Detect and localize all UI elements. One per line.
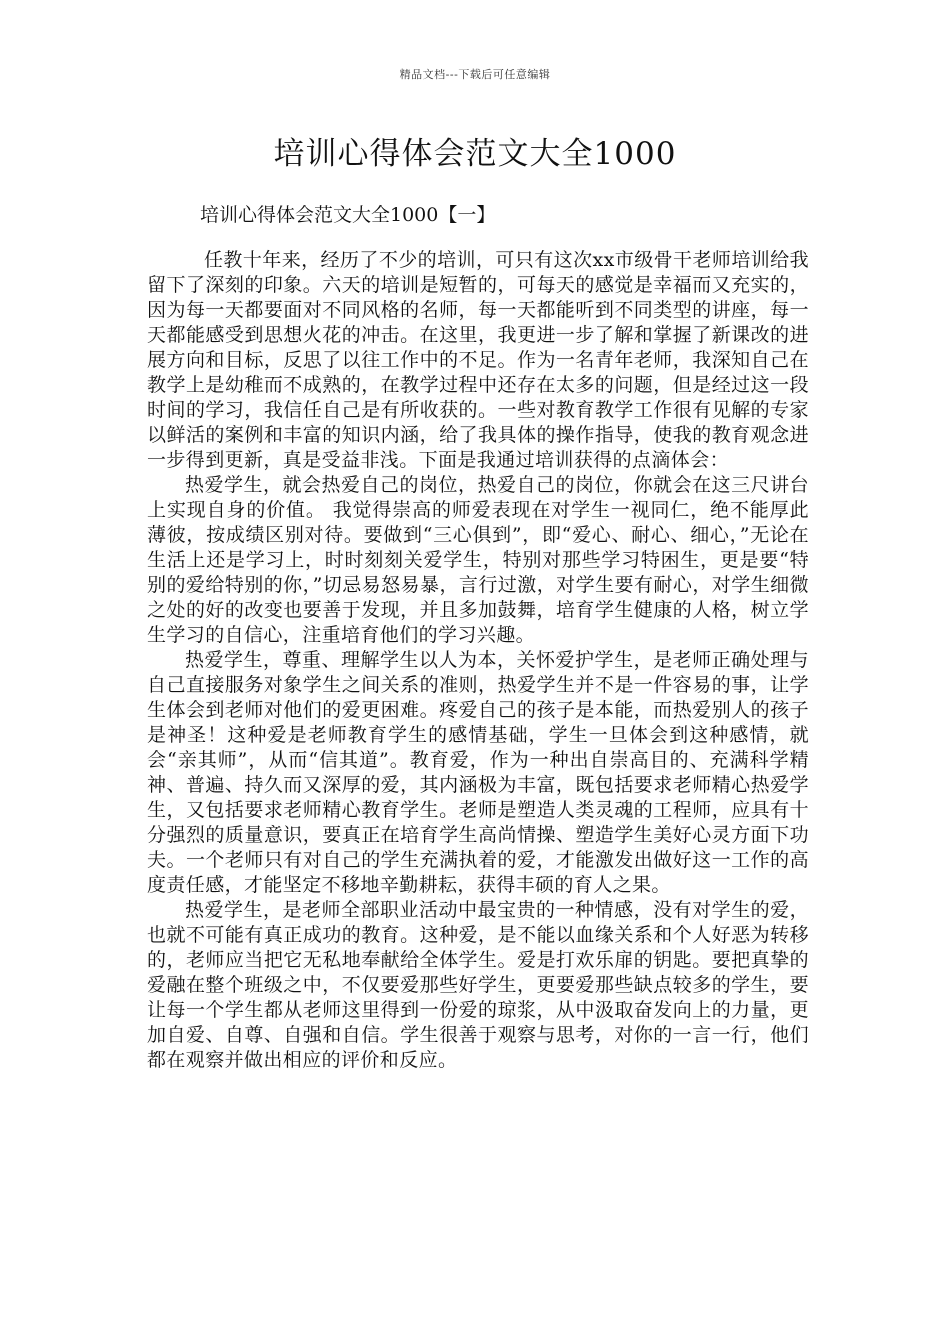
paragraph-respect-understand: 热爱学生，尊重、理解学生以人为本，关怀爱护学生，是老师正确处理与自己直接服务对象学生之间关系的准则，热爱学生并不是一件容易的事，让学生体会到老师对他们的爱更困难。疼爱自己的孩子是本能，而热爱别人的孩子是神圣！这种爱是老师教育学生的感情基础，学生一旦体会到这种感情，就会“亲其师”，从而“信其道”。教育爱，作为一种出自崇高目的、充满科学精神、普遍、持久而又深厚的爱，其内涵极为丰富，既包括要求老师精心热爱学生，又包括要求老师精心教育学生。老师是塑造人类灵魂的工程师，应具有十分强烈的质量意识，要真正在培育学生高尚情操、塑造学生美好心灵方面下功夫。一个老师只有对自己的学生充满执着的爱，才能激发出做好这一工作的高度责任感，才能坚定不移地辛勤耕耘，获得丰硕的育人之果。 [147, 649, 809, 896]
paragraph-love-students-post: 热爱学生，就会热爱自己的岗位，热爱自己的岗位，你就会在这三尺讲台上实现自身的价值。 我觉得崇高的师爱表现在对学生一视同仁，绝不能厚此薄彼，按成绩区别对待。要做到“三心俱到”，即“爱心、耐心、细心，”无论在生活上还是学习上，时时刻刻关爱学生，特别对那些学习特困生，更是要“特别的爱给特别的你，”切忌易怒易暴，言行过激，对学生要有耐心，对学生细微之处的好的改变也要善于发现，并且多加鼓舞，培育学生健康的人格，树立学生学习的自信心，注重培育他们的学习兴趣。 [147, 474, 809, 646]
paragraph-intro: 任教十年来，经历了不少的培训，可只有这次xx市级骨干老师培训给我留下了深刻的印象。六天的培训是短暂的，可每天的感觉是幸福而又充实的，因为每一天都要面对不同风格的名师，每一天都能听到不同类型的讲座，每一天都能感受到思想火花的冲击。在这里，我更进一步了解和掌握了新课改的进展方向和目标，反思了以往工作中的不足。作为一名青年老师，我深知自己在教学上是幼稚而不成熟的，在教学过程中还存在太多的问题，但是经过这一段时间的学习，我信任自己是有所收获的。一些对教育教学工作很有见解的专家以鲜活的案例和丰富的知识内涵，给了我具体的操作指导，使我的教育观念进一步得到更新，真是受益非浅。下面是我通过培训获得的点滴体会： [147, 249, 809, 471]
page-header-note: 精品文档---下载后可任意编辑 [399, 68, 551, 81]
section-subtitle: 培训心得体会范文大全1000【一】 [200, 204, 496, 226]
document-title: 培训心得体会范文大全1000 [273, 136, 677, 172]
paragraph-precious-emotion: 热爱学生，是老师全部职业活动中最宝贵的一种情感，没有对学生的爱，也就不可能有真正成功的教育。这种爱，是不能以血缘关系和个人好恶为转移的，老师应当把它无私地奉献给全体学生。爱是打欢乐扉的钥匙。要把真挚的爱融在整个班级之中，不仅要爱那些好学生，更要爱那些缺点较多的学生，要让每一个学生都从老师这里得到一份爱的琼浆，从中汲取奋发向上的力量，更加自爱、自尊、自强和自信。学生很善于观察与思考，对你的一言一行，他们都在观察并做出相应的评价和反应。 [147, 899, 809, 1071]
document-body [147, 248, 809, 1073]
